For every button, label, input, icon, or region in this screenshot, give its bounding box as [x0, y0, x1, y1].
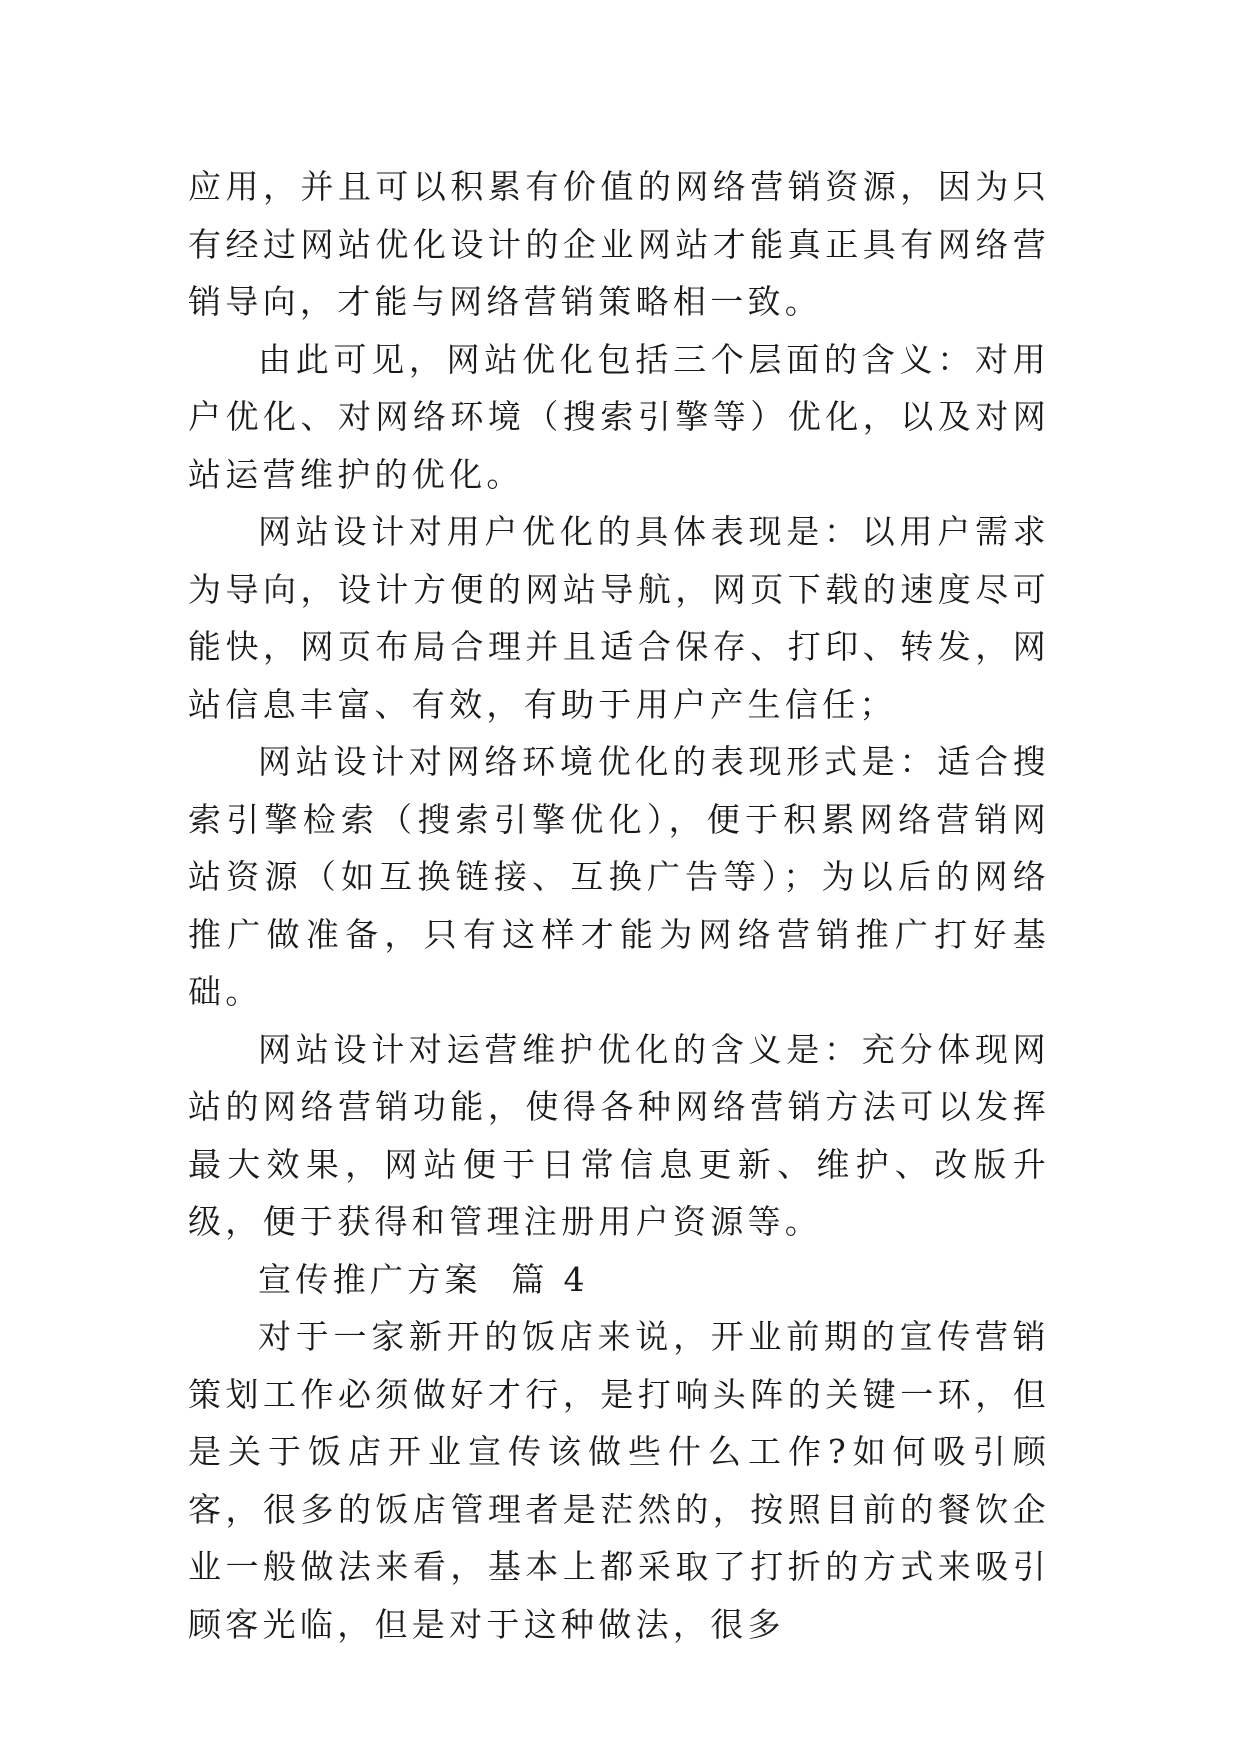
document-body [188, 158, 1050, 1653]
section-heading: 宣传推广方案 篇 4 [258, 1259, 589, 1299]
paragraph-restaurant-promotion: 对于一家新开的饭店来说，开业前期的宣传营销策划工作必须做好才行，是打响头阵的关键一环，但是关于饭店开业宣传该做些什么工作?如何吸引顾客，很多的饭店管理者是茫然的，按照目前的餐饮企业一般做法来看，基本上都采取了打折的方式来吸引顾客光临，但是对于这种做法，很多 [188, 1317, 1050, 1644]
paragraph-environment-optimization: 网站设计对网络环境优化的表现形式是：适合搜索引擎检索（搜索引擎优化），便于积累网络营销网站资源（如互换链接、互换广告等）；为以后的网络推广做准备，只有这样才能为网络营销推广打好基础。 [188, 742, 1050, 1011]
paragraph-maintenance-optimization: 网站设计对运营维护优化的含义是：充分体现网站的网络营销功能，使得各种网络营销方法可以发挥最大效果，网站便于日常信息更新、维护、改版升级，便于获得和管理注册用户资源等。 [188, 1029, 1050, 1241]
paragraph-optimization-levels: 由此可见，网站优化包括三个层面的含义：对用户优化、对网络环境（搜索引擎等）优化，以及对网站运营维护的优化。 [188, 339, 1050, 494]
paragraph-continuation: 应用，并且可以积累有价值的网络营销资源，因为只有经过网站优化设计的企业网站才能真正具有网络营销导向，才能与网络营销策略相一致。 [188, 167, 1050, 321]
paragraph-user-optimization: 网站设计对用户优化的具体表现是：以用户需求为导向，设计方便的网站导航，网页下载的速度尽可能快，网页布局合理并且适合保存、打印、转发，网站信息丰富、有效，有助于用户产生信任； [188, 512, 1050, 724]
